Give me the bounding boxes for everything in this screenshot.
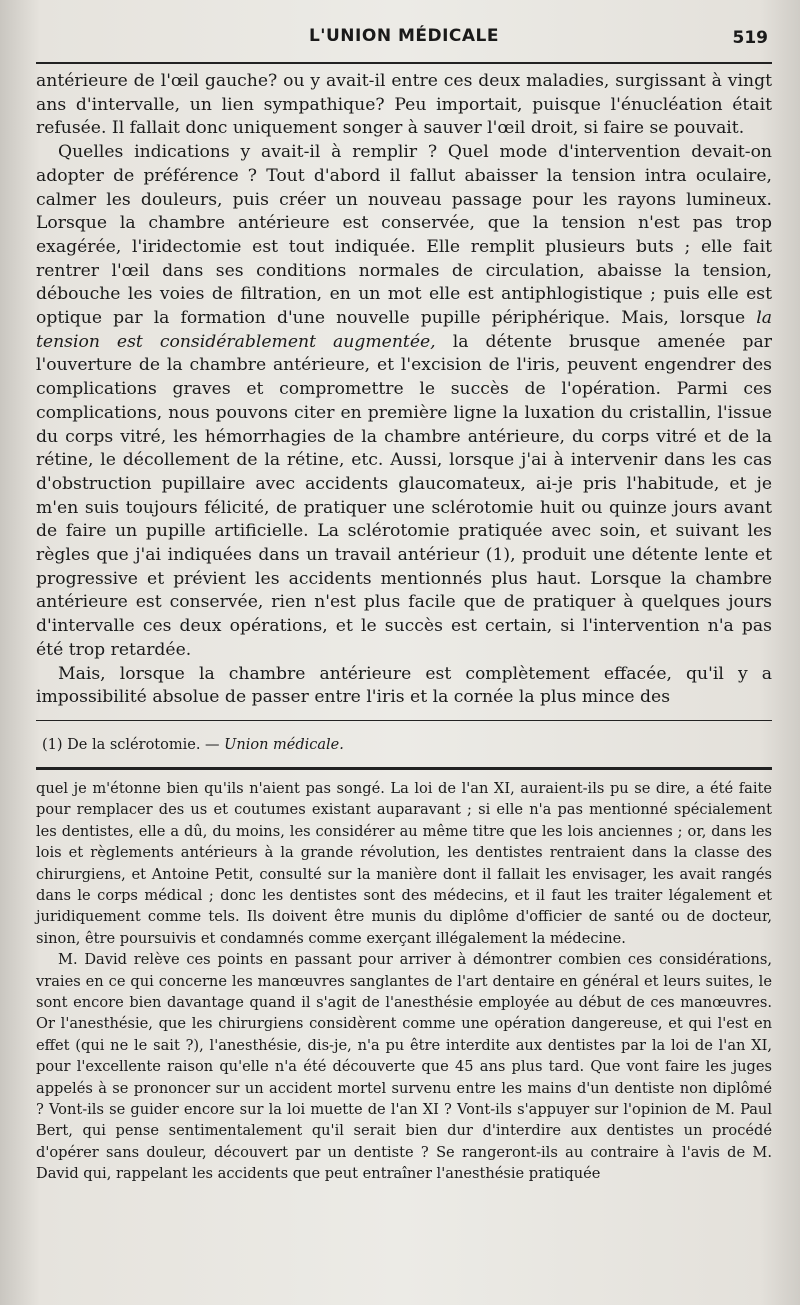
footnote-text: (1) De la sclérotomie. — xyxy=(42,736,225,753)
footnote xyxy=(36,727,772,770)
secondary-paragraph-1: quel je m'étonne bien qu'ils n'aient pas songé. La loi de l'an XI, auraient-ils pu se dire, a été faite pour remplacer des us et coutumes existant auparavant ; si elle n'a pas mentionné spécialement les dentistes, elle a dû, du moins, les considérer au même titre que les lois anciennes ; or, dans les lois et règlements antérieurs à la grande révolution, les dentistes rentraient dans la classe des chirurgiens, et Antoine Petit, consulté sur la manière dont il fallait les envisager, les avait rangés dans le corps médical ; donc les dentistes sont des médecins, et il faut les traiter légalement et juridiquement comme tels. Ils doivent être munis du diplôme d'officier de santé ou de docteur, sinon, être poursuivis et condamnés comme exerçant illégalement la médecine. xyxy=(36,779,772,947)
secondary-article-text xyxy=(36,778,772,1185)
footnote-rule xyxy=(36,720,772,721)
main-paragraph-2 xyxy=(36,141,772,662)
main-paragraph-2-end: la détente brusque amenée par l'ouverture de la chambre antérieure, et l'excision de l'iris, peuvent engendrer des complications graves et compromettre le succès de l'opération. Parmi ces complications, nous pouvons citer en première ligne la luxation du cristallin, l'issue du corps vitré, les hémorrhagies de la chambre antérieure, du corps vitré et de la rétine, le décollement de la rétine, etc. Aussi, lorsque j'ai à intervenir dans les cas d'obstruction pupillaire avec accidents glaucomateux, ai-je pris l'habitude, et je m'en suis toujours félicité, de pratiquer une sclérotomie huit ou quinze jours avant de faire un pupille artificielle. La sclérotomie pratiquée avec soin, et suivant les règles que j'ai indiquées dans un travail antérieur (1), produit une détente lente et progressive et prévient les accidents mentionnés plus haut. Lorsque la chambre antérieure est conservée, rien n'est plus facile que de pratiquer à quelques jours d'intervalle ces deux opérations, et le succès est certain, si l'intervention n'a pas été trop retardée. xyxy=(36,331,772,660)
secondary-paragraph-2: M. David relève ces points en passant pour arriver à démontrer combien ces considérations, vraies en ce qui concerne les manœuvres sanglantes de l'art dentaire en général et leurs suites, le sont encore bien davantage quand il s'agit de l'anesthésie employée au début de ces manœuvres. Or l'anesthésie, que les chirurgiens considèrent comme une opération dangereuse, et qui l'est en effet (qui ne le sait ?), l'anesthésie, dis-je, n'a pu être interdite aux dentistes par la loi de l'an XI, pour l'excellente raison qu'elle n'a été découverte que 45 ans plus tard. Que vont faire les juges appelés à se prononcer sur un accident mortel survenu entre les mains d'un dentiste non diplômé ? Vont-ils se guider encore sur la loi muette de l'an XI ? Vont-ils s'appuyer sur l'opinion de M. Paul Bert, qui pense sentimentalement qu'il serait bien dur d'interdire aux dentistes un procédé d'opérer sans douleur, découvert par un dentiste ? Se rangeront-ils au contraire à l'avis de M. David qui, rappelant les accidents que peut entraîner l'anesthésie pratiquée xyxy=(36,951,772,1183)
running-header xyxy=(36,26,772,62)
footnote-source: Union médicale. xyxy=(224,736,344,753)
journal-title: L'UNION MÉDICALE xyxy=(308,26,500,46)
main-paragraph-2-emphasis: la tension est considérablement augmentée, xyxy=(36,308,772,352)
page-number: 519 xyxy=(732,28,768,48)
main-article-text xyxy=(36,70,772,710)
main-paragraph-2-start: Quelles indications y avait-il à remplir ? Quel mode d'intervention devait-on adopter de préférence ? Tout d'abord il fallut abaisser la tension intra oculaire, calmer les douleurs, puis créer un nouveau passage pour les rayons lumineux. Lorsque la chambre antérieure est conservée, que la tension n'est pas trop exagérée, l'iridectomie est tout indiquée. Elle remplit plusieurs buts ; elle fait rentrer l'œil dans ses conditions normales de circulation, abaisse la tension, débouche les voies de filtration, en un mot elle est antiphlogistique ; puis elle est optique par la formation d'une nouvelle pupille périphérique. Mais, lorsque xyxy=(36,142,772,329)
main-paragraph-3: Mais, lorsque la chambre antérieure est complètement effacée, qu'il y a impossibilité absolue de passer entre l'iris et la cornée la plus mince des xyxy=(36,663,772,708)
main-paragraph-1: antérieure de l'œil gauche? ou y avait-il entre ces deux maladies, surgissant à vingt ans d'intervalle, un lien sympathique? Peu importait, puisque l'énucléation était refusée. Il fallait donc uniquement songer à sauver l'œil droit, si faire se pouvait. xyxy=(36,71,772,139)
header-rule xyxy=(36,62,772,64)
